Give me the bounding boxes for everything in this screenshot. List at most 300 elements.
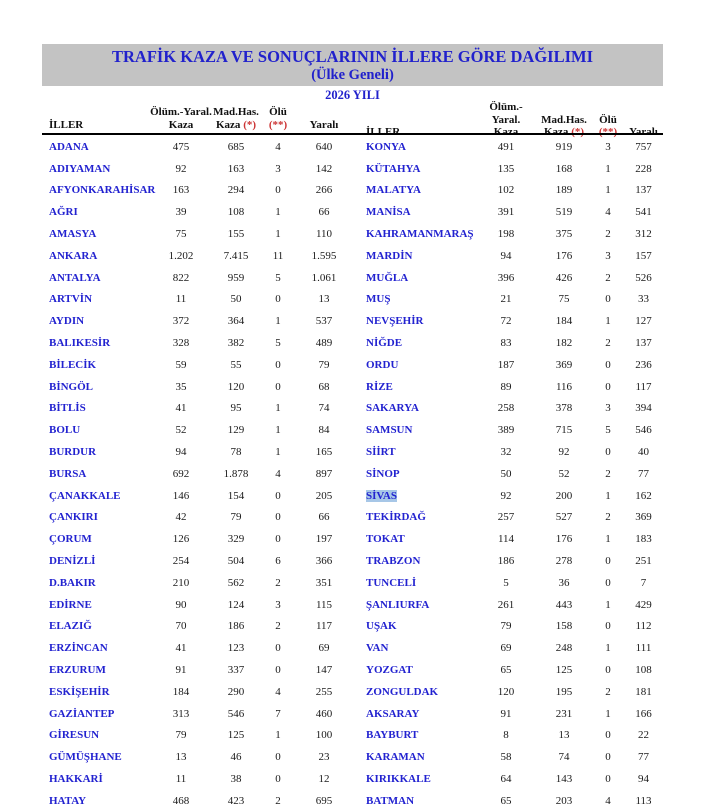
yarali-value: 157	[635, 249, 652, 262]
olu-value: 4	[605, 206, 611, 219]
olu-value: 0	[275, 511, 281, 524]
province-name	[42, 533, 150, 545]
yarali-value: 366	[315, 555, 333, 568]
olu-value: 0	[605, 358, 611, 371]
yarali-value: 77	[638, 467, 649, 480]
province-name	[352, 708, 476, 720]
table-row	[352, 550, 663, 572]
table-row	[42, 550, 352, 572]
province-name-text: TUNCELİ	[366, 576, 417, 589]
yarali-value: 66	[318, 206, 330, 219]
madhas-value: 95	[230, 402, 242, 415]
olu-value: 5	[605, 424, 611, 437]
madhas-value: 959	[227, 271, 245, 284]
table-row	[352, 659, 663, 681]
province-name	[352, 184, 476, 196]
column-header-madhas-line1: Mad.Has.	[541, 113, 587, 126]
table-row	[352, 332, 663, 354]
table-row	[352, 201, 663, 223]
kaza-value: 42	[175, 511, 187, 524]
olu-value: 0	[275, 293, 281, 306]
kaza-value: 65	[500, 794, 512, 807]
province-name-text: ÇANAKKALE	[49, 489, 121, 502]
olu-value: 0	[275, 751, 281, 764]
kaza-value: 64	[500, 773, 512, 785]
madhas-value: 13	[558, 729, 570, 742]
province-name-text: SAMSUN	[366, 424, 413, 437]
madhas-value: 129	[227, 424, 245, 437]
olu-value: 0	[605, 555, 611, 568]
yarali-value: 166	[635, 707, 652, 720]
province-name	[42, 577, 150, 589]
table-row	[42, 528, 352, 550]
province-name	[42, 468, 150, 480]
province-name	[42, 315, 150, 327]
province-name-text: RİZE	[366, 380, 393, 393]
table-row	[42, 180, 352, 202]
table-body-right	[352, 136, 663, 812]
madhas-value: 123	[227, 642, 245, 655]
kaza-value: 389	[497, 424, 515, 437]
table-header-left	[42, 101, 352, 132]
olu-value: 2	[605, 467, 611, 480]
province-name-text: AĞRI	[49, 206, 78, 219]
madhas-value: 155	[227, 228, 245, 241]
yarali-value: 197	[315, 533, 333, 546]
olu-value: 0	[275, 664, 281, 677]
madhas-value: 36	[558, 576, 570, 589]
kaza-value: 91	[175, 664, 187, 677]
olu-value: 3	[605, 402, 611, 415]
province-name-text: ŞANLIURFA	[366, 598, 430, 611]
madhas-value: 375	[555, 228, 573, 241]
olu-value: 2	[275, 620, 281, 633]
yarali-value: 526	[635, 271, 652, 284]
province-name	[42, 664, 150, 676]
yarali-value: 757	[635, 140, 652, 153]
olu-value: 1	[605, 315, 611, 328]
madhas-value: 378	[555, 402, 573, 415]
table-row	[42, 310, 352, 332]
province-name	[42, 751, 150, 763]
table-row	[352, 616, 663, 638]
province-name-text: BİLECİK	[49, 358, 97, 371]
olu-value: 0	[605, 664, 611, 677]
province-name	[42, 642, 150, 654]
report-subtitle: (Ülke Geneli)	[311, 67, 394, 83]
province-name-text: SİVAS	[366, 489, 397, 502]
madhas-value: 527	[555, 511, 573, 524]
yarali-value: 236	[635, 358, 652, 371]
province-name-text: AKSARAY	[366, 707, 420, 720]
olu-value: 6	[275, 555, 281, 568]
yarali-value: 205	[315, 489, 333, 502]
olu-value: 5	[275, 271, 281, 284]
kaza-value: 1.202	[168, 249, 194, 262]
province-name-text: ANTALYA	[49, 271, 101, 284]
table-row	[352, 725, 663, 747]
kaza-value: 692	[172, 467, 190, 480]
kaza-value: 187	[497, 358, 515, 371]
yarali-value: 460	[315, 707, 333, 720]
kaza-value: 372	[172, 315, 190, 328]
yarali-value: 117	[315, 620, 333, 633]
kaza-value: 52	[175, 424, 187, 437]
table-row	[42, 681, 352, 703]
province-name	[352, 468, 476, 480]
column-header-yarali: Yaralı	[309, 118, 339, 131]
table-row	[42, 507, 352, 529]
madhas-value: 125	[555, 664, 573, 677]
olu-value: 0	[275, 489, 281, 502]
province-name	[42, 184, 156, 197]
province-name	[352, 272, 476, 284]
madhas-value: 369	[555, 358, 573, 371]
table-row	[352, 158, 663, 180]
kaza-value: 70	[175, 620, 187, 633]
province-name-text: ERZURUM	[49, 664, 106, 677]
yarali-value: 266	[315, 184, 333, 197]
madhas-value: 74	[558, 751, 570, 764]
table-row	[352, 267, 663, 289]
madhas-value: 168	[555, 162, 573, 175]
olu-value: 0	[605, 576, 611, 589]
province-name-text: NİĞDE	[366, 337, 403, 350]
province-name	[42, 250, 150, 262]
yarali-value: 68	[318, 380, 330, 393]
province-name-text: DENİZLİ	[49, 555, 96, 568]
kaza-value: 75	[175, 228, 187, 241]
province-name	[352, 359, 476, 371]
province-name-text: ÇANKIRI	[49, 511, 98, 524]
madhas-value: 290	[227, 685, 245, 698]
province-name	[352, 250, 476, 262]
madhas-value: 200	[555, 489, 573, 502]
table-body	[42, 136, 663, 812]
province-name	[42, 163, 150, 175]
olu-value: 1	[275, 424, 281, 437]
province-name	[352, 577, 476, 589]
olu-value: 0	[275, 533, 281, 546]
table-row	[352, 419, 663, 441]
table-row	[42, 703, 352, 725]
olu-value: 1	[275, 315, 281, 328]
province-name	[42, 359, 150, 371]
table-row	[352, 681, 663, 703]
yarali-value: 162	[635, 489, 652, 502]
kaza-value: 91	[500, 707, 512, 720]
province-name	[42, 555, 150, 567]
kaza-value: 328	[172, 337, 190, 350]
yarali-value: 142	[315, 162, 333, 175]
table-row	[352, 441, 663, 463]
kaza-value: 391	[497, 206, 515, 219]
province-name-text: TRABZON	[366, 555, 421, 568]
table-row	[352, 637, 663, 659]
madhas-value: 75	[558, 293, 570, 306]
table-row	[352, 594, 663, 616]
olu-value: 4	[275, 140, 281, 153]
table-header	[42, 101, 663, 132]
column-header-olu-line1: Ölü	[599, 113, 617, 126]
table-row	[42, 223, 352, 245]
olu-value: 1	[275, 729, 281, 742]
province-name-text: MANİSA	[366, 206, 411, 219]
province-name	[42, 446, 150, 458]
province-name-text: MUĞLA	[366, 271, 409, 284]
table-row	[42, 659, 352, 681]
province-name	[42, 337, 150, 349]
olu-asterisk: (**)	[268, 118, 288, 131]
province-name	[352, 511, 476, 523]
olu-value: 0	[275, 358, 281, 371]
province-name-text: KARAMAN	[366, 751, 425, 764]
column-header-olu	[260, 106, 296, 132]
kaza-value: 126	[172, 533, 190, 546]
madhas-value: 443	[555, 598, 573, 611]
table-row	[42, 376, 352, 398]
province-name-text: MUŞ	[366, 293, 391, 306]
yarali-value: 113	[635, 794, 652, 807]
olu-value: 1	[605, 533, 611, 546]
table-body-left	[42, 136, 352, 812]
olu-value: 3	[275, 598, 281, 611]
yarali-value: 94	[638, 773, 649, 785]
header-rule	[42, 133, 663, 136]
table-row	[42, 637, 352, 659]
kaza-value: 822	[172, 271, 190, 284]
yarali-value: 541	[635, 206, 652, 219]
kaza-value: 41	[175, 402, 187, 415]
kaza-value: 186	[497, 555, 515, 568]
table-row	[352, 136, 663, 158]
yarali-value: 40	[638, 446, 649, 459]
table-row	[42, 572, 352, 594]
column-header-kaza-line1: Ölüm.-Yaral.	[489, 101, 523, 126]
province-name	[352, 381, 476, 393]
olu-value: 2	[605, 337, 611, 350]
province-name	[42, 686, 150, 698]
column-header-kaza	[150, 106, 212, 132]
madhas-value: 423	[227, 794, 245, 807]
province-name-text: ERZİNCAN	[49, 642, 108, 655]
yarali-value: 228	[635, 162, 652, 175]
province-name	[352, 424, 476, 436]
olu-value: 0	[605, 293, 611, 306]
province-name	[42, 795, 150, 807]
province-name-text: HATAY	[49, 794, 87, 807]
olu-value: 1	[275, 206, 281, 219]
table-row	[42, 398, 352, 420]
madhas-asterisk: (*)	[243, 118, 257, 131]
kaza-value: 184	[172, 685, 190, 698]
column-header-olu-line1: Ölü	[269, 106, 287, 118]
province-name	[352, 293, 476, 305]
madhas-value: 52	[558, 467, 570, 480]
province-name	[352, 642, 476, 654]
province-name	[352, 490, 476, 502]
province-name-text: VAN	[366, 642, 389, 655]
yarali-value: 369	[635, 511, 652, 524]
table-row	[352, 354, 663, 376]
province-name	[352, 686, 476, 698]
province-name-text: ZONGULDAK	[366, 685, 439, 698]
madhas-value: 364	[227, 315, 245, 328]
province-name-text: ADIYAMAN	[49, 162, 111, 175]
kaza-value: 396	[497, 271, 515, 284]
kaza-value: 94	[175, 446, 187, 459]
province-name	[352, 773, 476, 785]
province-name-text: D.BAKIR	[49, 576, 96, 589]
table-row	[42, 768, 352, 790]
yarali-value: 1.595	[311, 249, 337, 262]
table-header-right	[352, 101, 663, 132]
madhas-value: 562	[227, 576, 245, 589]
olu-value: 3	[605, 140, 611, 153]
province-name-text: SİİRT	[366, 446, 396, 459]
olu-value: 11	[272, 249, 284, 262]
province-name-text: BİNGÖL	[49, 380, 94, 393]
province-name-text: GAZİANTEP	[49, 707, 115, 720]
madhas-value: 163	[227, 162, 245, 175]
province-name-text: ORDU	[366, 358, 399, 371]
province-name-text: ESKİŞEHİR	[49, 685, 110, 698]
province-name	[42, 620, 150, 632]
kaza-value: 59	[175, 358, 187, 371]
yarali-value: 255	[315, 685, 333, 698]
madhas-value: 108	[227, 206, 245, 219]
yarali-value: 79	[318, 358, 330, 371]
madhas-value: 294	[227, 184, 245, 197]
olu-value: 3	[605, 249, 611, 262]
province-name-text: EDİRNE	[49, 598, 92, 611]
province-name	[352, 664, 476, 676]
kaza-value: 92	[500, 489, 512, 502]
province-name-text: SAKARYA	[366, 402, 419, 415]
table-row	[42, 201, 352, 223]
province-name	[42, 708, 150, 720]
province-name-text: HAKKARİ	[49, 773, 103, 785]
madhas-value: 685	[227, 140, 245, 153]
yarali-value: 66	[318, 511, 330, 524]
province-name-text: GÜMÜŞHANE	[49, 751, 122, 764]
province-name	[42, 490, 150, 502]
province-name-text: AMASYA	[49, 228, 97, 241]
olu-value: 7	[275, 707, 281, 720]
yarali-value: 108	[635, 664, 652, 677]
olu-value: 0	[605, 620, 611, 633]
province-name	[352, 751, 476, 763]
table-row	[42, 158, 352, 180]
olu-value: 2	[605, 271, 611, 284]
olu-value: 1	[605, 162, 611, 175]
madhas-value: 176	[555, 533, 573, 546]
column-header-madhas-line1: Mad.Has.	[213, 106, 259, 118]
province-name	[352, 206, 476, 218]
madhas-value: 182	[555, 337, 573, 350]
olu-value: 1	[275, 402, 281, 415]
madhas-value: 38	[230, 773, 242, 785]
kaza-value: 313	[172, 707, 190, 720]
madhas-value: 919	[555, 140, 573, 153]
kaza-value: 102	[497, 184, 515, 197]
kaza-value: 475	[172, 140, 190, 153]
province-name-text: GİRESUN	[49, 729, 100, 742]
madhas-value: 46	[230, 751, 242, 764]
year-label: 2026 YILI	[325, 88, 380, 102]
madhas-value: 7.415	[223, 249, 249, 262]
kaza-value: 491	[497, 140, 515, 153]
province-name-text: KÜTAHYA	[366, 162, 421, 175]
yarali-value: 100	[315, 729, 333, 742]
kaza-value: 79	[500, 620, 512, 633]
yarali-value: 137	[635, 184, 652, 197]
olu-value: 3	[275, 162, 281, 175]
madhas-value: 337	[227, 664, 245, 677]
kaza-value: 8	[503, 729, 509, 742]
yarali-value: 429	[635, 598, 652, 611]
madhas-value: 382	[227, 337, 245, 350]
table-row	[352, 528, 663, 550]
province-name	[352, 599, 476, 611]
report-title-band	[42, 44, 663, 86]
olu-value: 4	[605, 794, 611, 807]
table-row	[42, 441, 352, 463]
table-row	[352, 572, 663, 594]
kaza-value: 94	[500, 249, 512, 262]
kaza-value: 90	[175, 598, 187, 611]
yarali-value: 183	[635, 533, 652, 546]
province-name-text: ADANA	[49, 140, 89, 153]
madhas-value: 116	[555, 380, 573, 393]
madhas-value: 195	[555, 685, 573, 698]
olu-value: 0	[605, 446, 611, 459]
madhas-value: 231	[555, 707, 573, 720]
madhas-value: 248	[555, 642, 573, 655]
madhas-value: 55	[230, 358, 242, 371]
table-row	[42, 245, 352, 267]
madhas-value: 504	[227, 555, 245, 568]
kaza-value: 261	[497, 598, 515, 611]
table-row	[42, 419, 352, 441]
olu-value: 2	[605, 228, 611, 241]
table-row	[42, 790, 352, 812]
olu-value: 1	[605, 489, 611, 502]
province-name	[42, 272, 150, 284]
table-row	[352, 790, 663, 812]
yarali-value: 115	[315, 598, 333, 611]
province-name	[352, 555, 476, 567]
yarali-value: 640	[315, 140, 333, 153]
yarali-value: 181	[635, 685, 652, 698]
table-row	[352, 768, 663, 790]
yarali-value: 23	[318, 751, 330, 764]
kaza-value: 72	[500, 315, 512, 328]
kaza-value: 83	[500, 337, 512, 350]
kaza-value: 32	[500, 446, 512, 459]
yarali-value: 84	[318, 424, 330, 437]
madhas-value: 143	[555, 773, 573, 785]
yarali-value: 147	[315, 664, 333, 677]
madhas-value: 189	[555, 184, 573, 197]
province-name	[352, 141, 476, 153]
kaza-value: 79	[175, 729, 187, 742]
table-row	[42, 594, 352, 616]
olu-value: 2	[275, 794, 281, 807]
madhas-value: 79	[230, 511, 242, 524]
yarali-value: 537	[315, 315, 333, 328]
table-row	[352, 245, 663, 267]
